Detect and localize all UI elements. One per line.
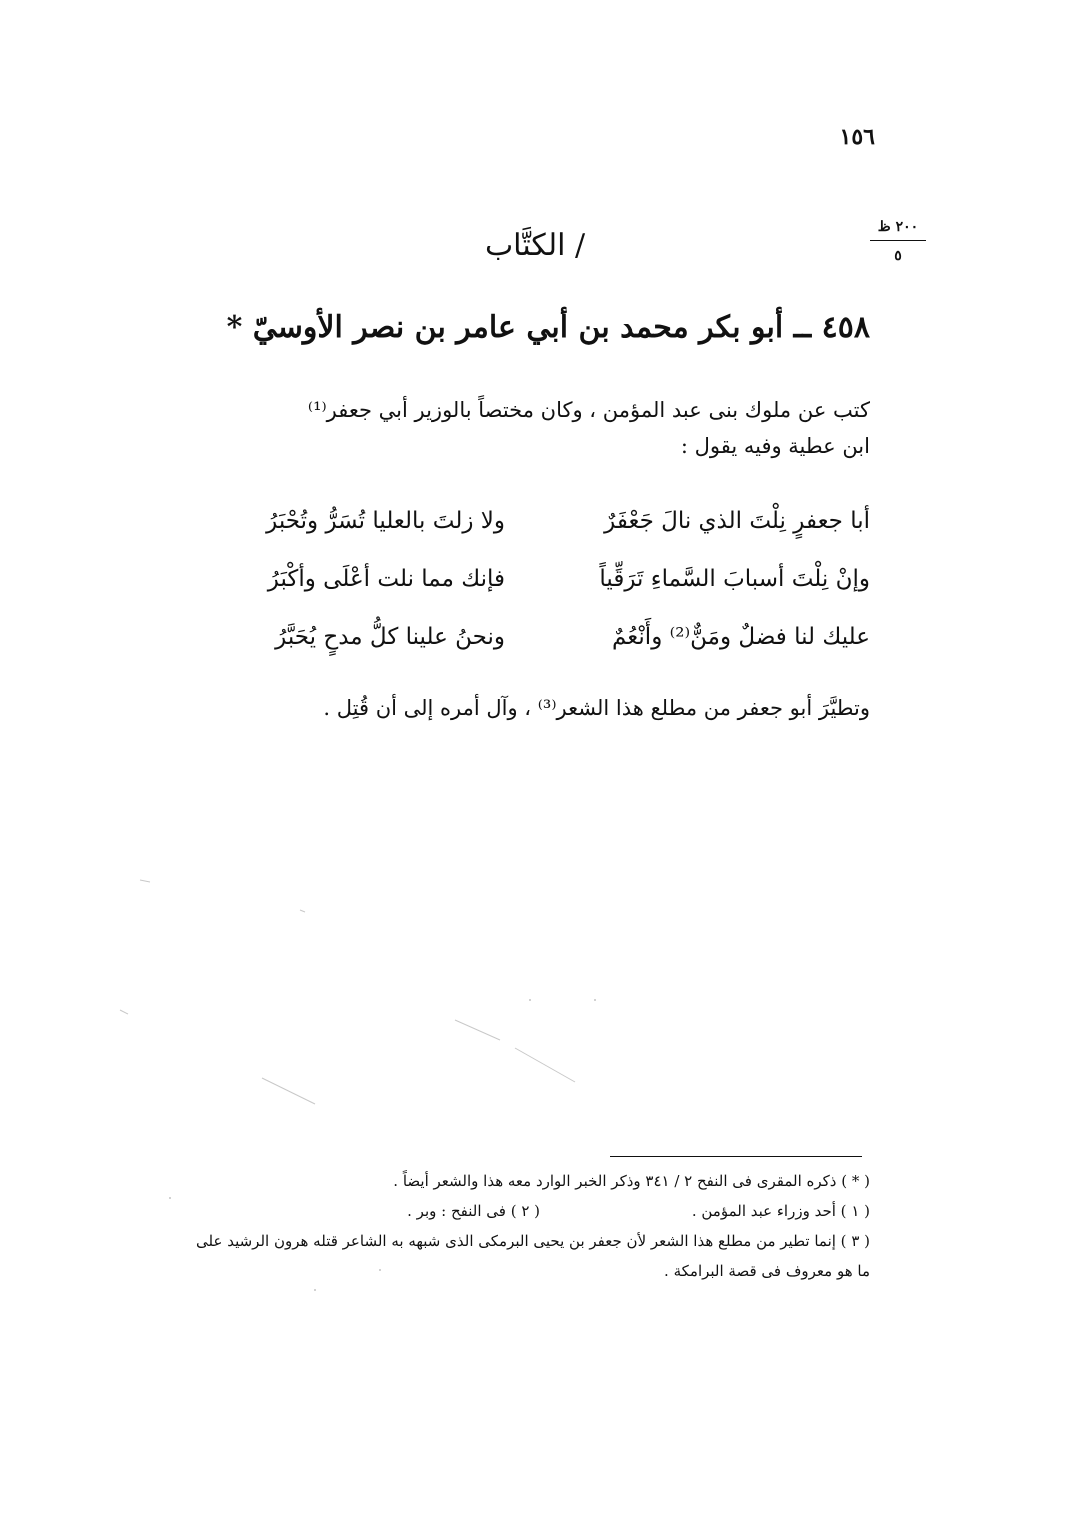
closing-sentence: وتطيَّرَ أبو جعفر من مطلع هذا الشعر⁽³⁾ ، وآل أمره إلى أن قُتِل . [323, 696, 870, 720]
verse-second-hemistich: ولا زلتَ بالعليا تُسَرُّ وتُحْبَرُ [266, 508, 505, 534]
footnote-3: ( ٣ ) إنما تطير من مطلع هذا الشعر لأن جعفر بن يحيى البرمكى الذى شبهه به الشاعر قتله هرون الرشيد على ما هو معروف فى قصة البرامكة . [196, 1232, 870, 1280]
folio-divider [870, 240, 926, 241]
entry-title: ٤٥٨ ــ أبو بكر محمد بن أبي عامر بن نصر الأوسيّ * [226, 310, 870, 345]
folio-number: ٢٠٠ ظ [877, 219, 919, 235]
intro-line-1: كتب عن ملوك بنى عبد المؤمن ، وكان مختصاً بالوزير أبي جعفر⁽¹⁾ [307, 398, 870, 422]
poem [180, 496, 870, 670]
verse-first-hemistich: عليك لنا فضلٌ ومَنٌّ⁽²⁾ وأَنْعُمٌ [612, 624, 870, 650]
verse-first-hemistich: وإنْ نِلْتَ أسبابَ السَّماءِ تَرَقِّياً [599, 566, 870, 592]
poem-verse [180, 496, 870, 554]
footnotes [180, 1166, 870, 1286]
verse-second-hemistich: فإنك مما نلت أعْلَى وأكْبَرُ [267, 566, 505, 592]
poem-verse [180, 554, 870, 612]
folio-line-number: ٥ [894, 248, 902, 264]
footnote-star-text: ( * ) ذكره المقرى فى النفح ٢ / ٣٤١ وذكر الخبر الوارد معه هذا والشعر أيضاً . [393, 1172, 870, 1190]
section-title: / الكتَّاب [484, 228, 586, 263]
poem-verse [180, 612, 870, 670]
verse-first-hemistich: أبا جعفرٍ نِلْتَ الذي نالَ جَعْفَرٌ [604, 508, 870, 534]
intro-paragraph [180, 392, 870, 464]
footnote-divider [610, 1156, 862, 1157]
footnote-1-text: ( ١ ) أحد وزراء عبد المؤمن . [691, 1202, 870, 1220]
verse-second-hemistich: ونحنُ علينا كلُّ مدحٍ يُحَبَّرُ [275, 624, 505, 650]
page-number: ١٥٦ [839, 124, 875, 150]
intro-line-2: ابن عطية وفيه يقول : [680, 434, 870, 458]
footnote-2-text: ( ٢ ) فى النفح : وبر . [407, 1202, 540, 1220]
margin-folio-reference [866, 218, 930, 265]
footnote-star [180, 1166, 870, 1196]
footnote-row [180, 1196, 870, 1226]
